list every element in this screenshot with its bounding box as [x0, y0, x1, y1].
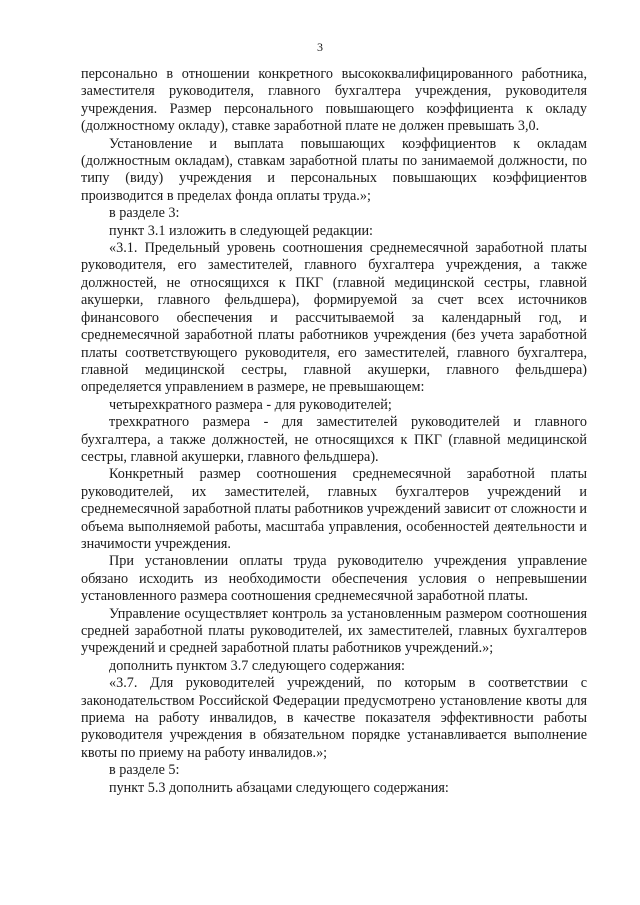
paragraph: «3.7. Для руководителей учреждений, по которым в соответствии с законодательством Российской Федерации предусмотрено установление квоты для приема на работу инвалидов, в качестве показателя эффективности работы руководителя учреждения в обязательном порядке устанавливается выполнение квоты по приему на работу инвалидов.»; [81, 675, 587, 761]
paragraph: пункт 3.1 изложить в следующей редакции: [109, 222, 373, 239]
paragraph: четырехкратного размера - для руководителей; [109, 396, 392, 413]
document-body [81, 66, 587, 797]
page-number: 3 [317, 40, 323, 54]
paragraph: в разделе 3: [109, 205, 180, 222]
paragraph: дополнить пунктом 3.7 следующего содержания: [109, 657, 405, 674]
paragraph: пункт 5.3 дополнить абзацами следующего содержания: [109, 779, 449, 796]
paragraph: При установлении оплаты труда руководителю учреждения управление обязано исходить из необходимости обеспечения условия о непревышении установленного размера соотношения среднемесячной заработной платы. [81, 553, 587, 605]
paragraph: трехкратного размера - для заместителей руководителей и главного бухгалтера, а также должностей, не относящихся к ПКГ (главной медицинской сестры, главной акушерки, главного фельдшера). [81, 414, 587, 465]
paragraph: Установление и выплата повышающих коэффициентов к окладам (должностным окладам), ставкам заработной платы по занимаемой должности, по типу (виду) учреждения и персональных повышающих коэффициентов производится в пределах фонда оплаты труда.»; [81, 135, 587, 204]
paragraph: в разделе 5: [109, 762, 180, 779]
paragraph: Конкретный размер соотношения среднемесячной заработной платы руководителей, их заместителей, главных бухгалтеров учреждений и среднемесячной заработной платы работников учреждений зависит от сложности и объема выполняемой работы, масштаба управления, особенностей деятельности и значимости учреждения. [81, 466, 587, 552]
paragraph: персонально в отношении конкретного высококвалифицированного работника, заместителя руководителя, главного бухгалтера учреждения, руководителя учреждения. Размер персонального повышающего коэффициента к окладу (должностному окладу), ставке заработной плате не должен превышать 3,0. [81, 66, 587, 135]
paragraph: «3.1. Предельный уровень соотношения среднемесячной заработной платы руководителя, его заместителей, главного бухгалтера учреждения, а также должностей, не относящихся к ПКГ (главной медицинской сестры, главной акушерки, главного фельдшера), формируемой за счет всех источников финансового обеспечения и рассчитываемой за календарный год, и среднемесячной заработной платы работников учреждения (без учета заработной платы соответствующего руководителя, его заместителей, главного бухгалтера, главной медицинской сестры, главной акушерки, главного фельдшера) определяется управлением в размере, не превышающем: [81, 240, 587, 396]
paragraph: Управление осуществляет контроль за установленным размером соотношения средней заработной платы руководителей, их заместителей, главных бухгалтеров учреждений и средней заработной платы работников учреждений.»; [81, 605, 587, 657]
